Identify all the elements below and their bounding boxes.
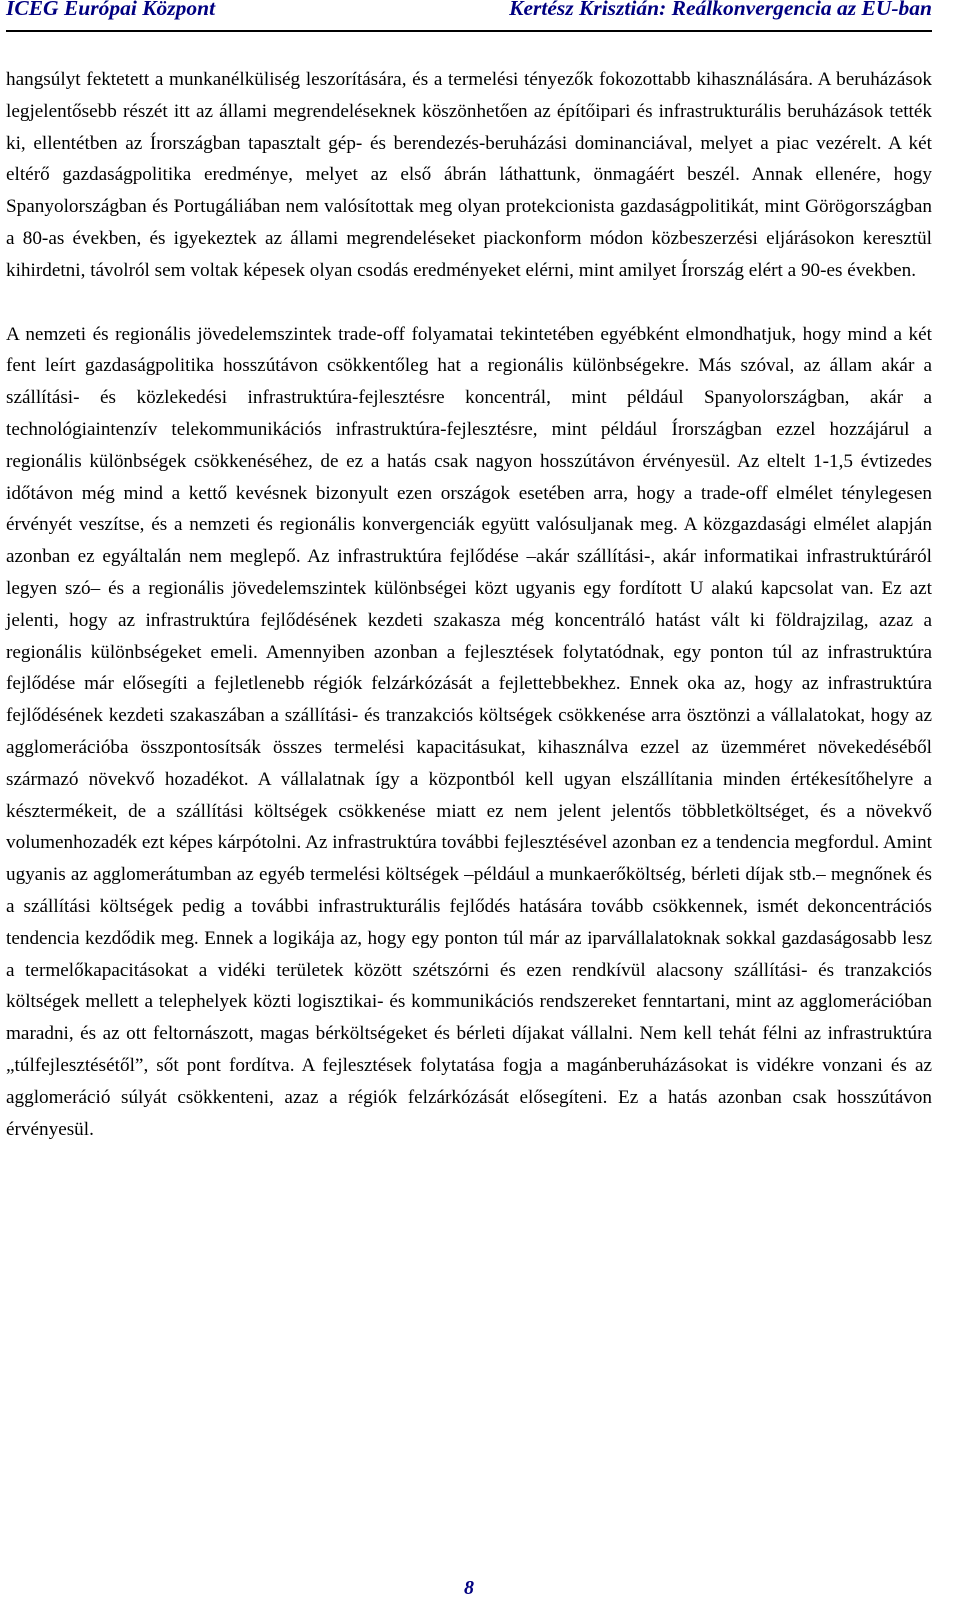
running-header [6, 0, 932, 32]
paragraph: A nemzeti és regionális jövedelemszintek trade-off folyamatai tekintetében egyébként elmondhatjuk, hogy mind a két fent leírt gazdaságpolitika hosszútávon csökkentőleg hat a regionális különbségekre. Más szóval, az állam akár a szállítási- és közlekedési infrastruktúra-fejlesztésre koncentrál, mint például Spanyolországban, akár a technológiaintenzív telekommunikációs infrastruktúra-fejlesztésre, mint például Írországban ezzel hozzájárul a regionális különbségek csökkenéséhez, de ez a hatás csak nagyon hosszútávon érvényesül. Az eltelt 1-1,5 évtizedes időtávon még mind a kettő kevésnek bizonyult ezen országok esetében arra, hogy a trade-off elmélet ténylegesen érvényét veszítse, és a nemzeti és regionális konvergenciák együtt valósuljanak meg. A közgazdasági elmélet alapján azonban ez egyáltalán nem meglepő. Az infrastruktúra fejlődése –akár szállítási-, akár informatikai infrastruktúráról legyen szó– és a regionális jövedelemszintek különbségei közt ugyanis egy fordított U alakú kapcsolat van. Ez azt jelenti, hogy az infrastruktúra fejlődésének kezdeti szakasza még koncentráló hatást vált ki földrajzilag, azaz a regionális különbségeket emeli. Amennyiben azonban a fejlesztések folytatódnak, egy ponton túl az infrastruktúra fejlődése már elősegíti a fejletlenebb régiók felzárkózását a fejlettebbekhez. Ennek oka az, hogy az infrastruktúra fejlődésének kezdeti szakaszában a szállítási- és tranzakciós költségek csökkenése arra ösztönzi a vállalatokat, hogy az agglomerációba összpontosítsák összes termelési kapacitásukat, kihasználva ezzel az üzemméret növekedéséből származó növekvő hozadékot. A vállalatnak így a központból kell ugyan elszállítania minden értékesítőhelyre a késztermékeit, de a szállítási költségek csökkenése miatt ez nem jelent jelentős többletköltséget, és a növekvő volumenhozadék ezt képes kárpótolni. Az infrastruktúra további fejlesztésével azonban ez a tendencia megfordul. Amint ugyanis az agglomerátumban az egyéb termelési költségek –például a munkaerőköltség, bérleti díjak stb.– megnőnek és a szállítási költségek pedig a további infrastrukturális fejlődés hatására tovább csökkennek, ismét dekoncentrációs tendencia kezdődik meg. Ennek a logikája az, hogy egy ponton túl már az iparvállalatoknak sokkal gazdaságosabb lesz a termelőkapacitásokat a vidéki területek között szétszórni és ezen rendkívül alacsony szállítási- és tranzakciós költségek mellett a telephelyek közti logisztikai- és kommunikációs rendszereket fenntartani, mint az agglomerációban maradni, és az ott feltornászott, magas bérköltségeket és bérleti díjakat vállalni. Nem kell tehát félni az infrastruktúra „túlfejlesztésétől”, sőt pont fordítva. A fejlesztések folytatása fogja a magánberuházásokat is vidékre vonzani és az agglomeráció súlyát csökkenteni, azaz a régiók felzárkózását elősegíteni. Ez a hatás azonban csak hosszútávon érvényesül. [6, 323, 932, 1140]
page-number: 8 [464, 1577, 474, 1599]
paragraph: hangsúlyt fektetett a munkanélküliség leszorítására, és a termelési tényezők fokozottabb kihasználására. A beruházások legjelentősebb részét itt az állami megrendeléseknek köszönhetően az építőipari és infrastrukturális beruházások tették ki, ellentétben az Írországban tapasztalt gép- és berendezés-beruházási dominanciával, melyet a piac vezérelt. A két eltérő gazdaságpolitika eredménye, melyet az első ábrán láthattunk, önmagáért beszél. Annak ellenére, hogy Spanyolországban és Portugáliában nem valósítottak meg olyan protekcionista gazdaságpolitikát, mint Görögországban a 80-as években, és igyekeztek az állami megrendeléseket piackonform módon közbeszerzési eljárásokon keresztül kihirdetni, távolról sem voltak képesek olyan csodás eredményeket elérni, mint amilyet Írország elért a 90-es években. [6, 69, 932, 281]
header-author-title: Kertész Krisztián: Reálkonvergencia az EU-ban [509, 0, 932, 20]
header-organization: ICEG Európai Központ [6, 0, 216, 20]
body-text [6, 64, 932, 1145]
